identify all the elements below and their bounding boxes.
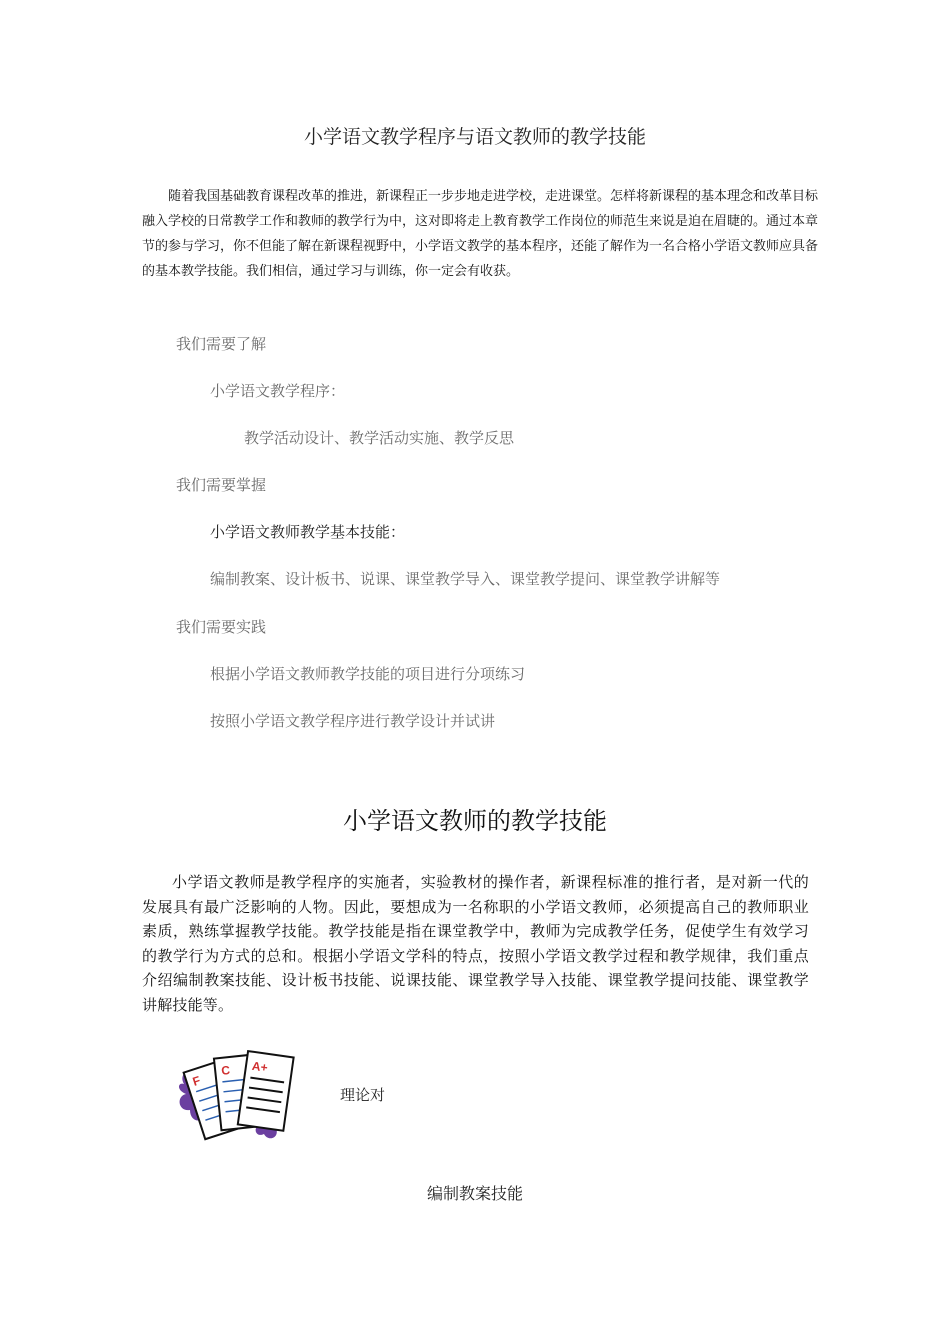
grade-a-plus: A+ bbox=[251, 1058, 269, 1075]
graded-papers-icon bbox=[176, 1046, 306, 1146]
outline-sub-master: 小学语文教师教学基本技能： bbox=[210, 523, 406, 541]
section-body-text: 小学语文教师是教学程序的实施者，实验教材的操作者，新课程标准的推行者，是对新一代的发展具有最广泛影响的人物。因此，要想成为一名称职的小学语文教师，必须提高自己的教师职业素质，熟练掌握教学技能。教学技能是指在课堂教学中，教师为完成教学任务，促使学生有效学习的教学行为方式的总和。根据小学语文学科的特点，按照小学语文教学过程和教学规律，我们重点介绍编制教案技能、设计板书技能、说课技能、课堂教学导入技能、课堂教学提问技能、课堂教学讲解技能等。 bbox=[142, 873, 809, 1014]
document-title: 小学语文教学程序与语文教师的教学技能 bbox=[303, 126, 646, 148]
graded-papers-illustration bbox=[176, 1046, 306, 1146]
outline-sub-understand: 小学语文教学程序： bbox=[210, 382, 346, 400]
cut-off-label: 理论对 bbox=[340, 1086, 386, 1104]
outline-detail-understand: 教学活动设计、教学活动实施、教学反思 bbox=[244, 429, 515, 447]
outline-heading-practice: 我们需要实践 bbox=[176, 618, 267, 636]
outline-practice-item-2: 按照小学语文教学程序进行教学设计并试讲 bbox=[210, 712, 496, 730]
illustration-caption: 编制教案技能 bbox=[426, 1184, 523, 1203]
outline-heading-master: 我们需要掌握 bbox=[176, 476, 267, 494]
grade-c: C bbox=[220, 1063, 231, 1078]
section-body bbox=[142, 870, 809, 1017]
intro-text: 随着我国基础教育课程改革的推进，新课程正一步步地走进学校，走进课堂。怎样将新课程的基本理念和改革目标融入学校的日常教学工作和教师的教学行为中，这对即将走上教育教学工作岗位的师范生来说是迫在眉睫的。通过本章节的参与学习，你不但能了解在新课程视野中，小学语文教学的基本程序，还能了解作为一名合格小学语文教师应具备的基本教学技能。我们相信，通过学习与训练，你一定会有收获。 bbox=[142, 189, 819, 279]
outline-detail-master: 编制教案、设计板书、说课、课堂教学导入、课堂教学提问、课堂教学讲解等 bbox=[210, 570, 721, 588]
outline-heading-understand: 我们需要了解 bbox=[176, 335, 267, 353]
grade-f: F bbox=[190, 1073, 203, 1089]
section-title: 小学语文教师的教学技能 bbox=[343, 807, 607, 835]
outline-practice-item-1: 根据小学语文教师教学技能的项目进行分项练习 bbox=[210, 665, 526, 683]
intro-paragraph bbox=[142, 184, 818, 284]
